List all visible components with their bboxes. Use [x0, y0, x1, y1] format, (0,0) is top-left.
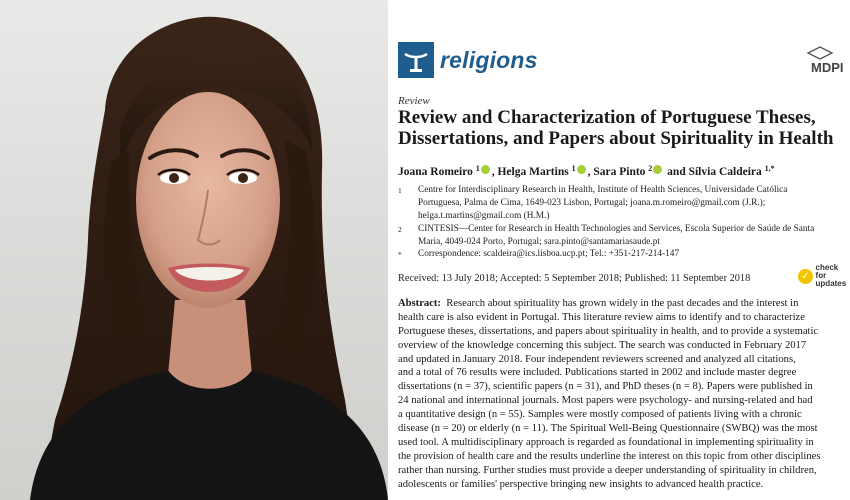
article-type: Review [398, 95, 430, 107]
affiliation-line: CINTESIS—Center for Research in Health Technologies and Services, Escola Superior de Saúde de Santa [418, 224, 815, 234]
check-for-updates-icon: ✓ [798, 269, 813, 284]
affiliation-number: * [398, 250, 402, 259]
abstract-line: the provision of health care and the results underline the interest on this topic from other disciplines [398, 450, 821, 462]
affiliation-number: 1 [398, 186, 402, 195]
abstract-label: Abstract: [398, 298, 441, 309]
article-title-line: Review and Characterization of Portuguese Theses, [398, 107, 816, 128]
article-title [398, 107, 850, 149]
author-portrait-photo [0, 0, 388, 500]
abstract-line: rather than nursing. Further studies must provide a deeper understanding of spirituality in children, [398, 464, 817, 476]
orcid-icon[interactable] [577, 165, 586, 174]
affiliation-line: Portuguesa, Palma de Cima, 1649-023 Lisbon, Portugal; joana.m.romeiro@gmail.com (J.R.); [418, 198, 766, 208]
check-text-line: check for [815, 263, 839, 280]
author-list: Joana Romeiro $^1$ , Helga Martins $^1$ , Sara Pinto $^2$ and Sílvia Caldeira $^{1,*}$ [398, 164, 775, 178]
orcid-icon[interactable] [481, 165, 490, 174]
abstract-line: and updated in January 2018. Four independent reviewers screened and analyzed all citations, [398, 353, 796, 365]
religions-logo-icon [398, 42, 434, 78]
abstract-line: Research about spirituality has grown widely in the past decades and the interest in [446, 298, 799, 309]
abstract-line: and a total of 76 results were included. Publications started in 2002 and include master degree [398, 367, 797, 379]
affiliation-number: 2 [398, 225, 402, 234]
affiliation-line: Maria, 4049-024 Porto, Portugal; sara.pinto@santamariasaude.pt [418, 237, 660, 247]
correspondence-line: Correspondence: scaldeira@ics.lisboa.ucp.pt; Tel.: +351-217-214-147 [418, 249, 680, 259]
abstract-line: Portuguese theses, dissertations, and papers about spirituality in health, and to provide a systematic [398, 325, 819, 337]
author-name[interactable]: Joana Romeiro [398, 166, 473, 178]
article-title-line: Dissertations, and Papers about Spirituality in Health [398, 128, 834, 149]
author-affiliation-sup: 1,* [764, 164, 775, 173]
check-for-updates-label [816, 264, 850, 288]
abstract-line: health care is also evident in Portugal. This literature review aims to identify and to characterize [398, 311, 805, 323]
check-text-line: updates [815, 279, 847, 288]
abstract-line: disease (n = 20) or elderly (n = 11). The Spiritual Well-Being Questionnaire (SWBQ) was the most [398, 423, 818, 435]
article-page [388, 0, 850, 500]
abstract-line: overview of the knowledge concerning this subject. The search was conducted in February 2017 [398, 339, 807, 351]
check-for-updates-badge[interactable] [798, 264, 850, 288]
author-affiliation-sup: 1 [475, 164, 480, 173]
publication-dates: Received: 13 July 2018; Accepted: 5 September 2018; Published: 11 September 2018 [398, 273, 751, 284]
publisher-name: MDPI [811, 60, 844, 75]
journal-name: religions [440, 46, 538, 73]
affiliation-line: Centre for Interdisciplinary Research in Health, Institute of Health Sciences, Universidade Católica [418, 185, 788, 195]
author-name[interactable]: Sílvia Caldeira [688, 166, 762, 178]
abstract-line: dissertations (n = 37), scientific papers (n = 31), and PhD theses (n = 8). Papers were published in [398, 381, 813, 393]
portrait-illustration [0, 0, 388, 500]
author-affiliation-sup: 2 [648, 164, 653, 173]
author-name[interactable]: Sara Pinto [593, 166, 646, 178]
abstract [398, 297, 850, 491]
abstract-line: 24 national and international journals. Most papers were psychology- and nursing-related and had [398, 395, 813, 407]
author-name[interactable]: Helga Martins [497, 166, 569, 178]
orcid-icon[interactable] [653, 165, 662, 174]
abstract-line: a quantitative design (n = 55). Samples were mostly composed of patients living with a chronic [398, 409, 802, 421]
affiliation-line: helga.t.martins@gmail.com (H.M.) [418, 211, 550, 221]
author-affiliation-sup: 1 [571, 164, 576, 173]
abstract-line: used tool. A multidisciplinary approach is regarded as foundational in implementing spirituality in [398, 436, 814, 448]
journal-header[interactable] [398, 42, 538, 78]
abstract-line: adolescents or families' perspective bringing new insights to advanced health practice. [398, 478, 764, 490]
